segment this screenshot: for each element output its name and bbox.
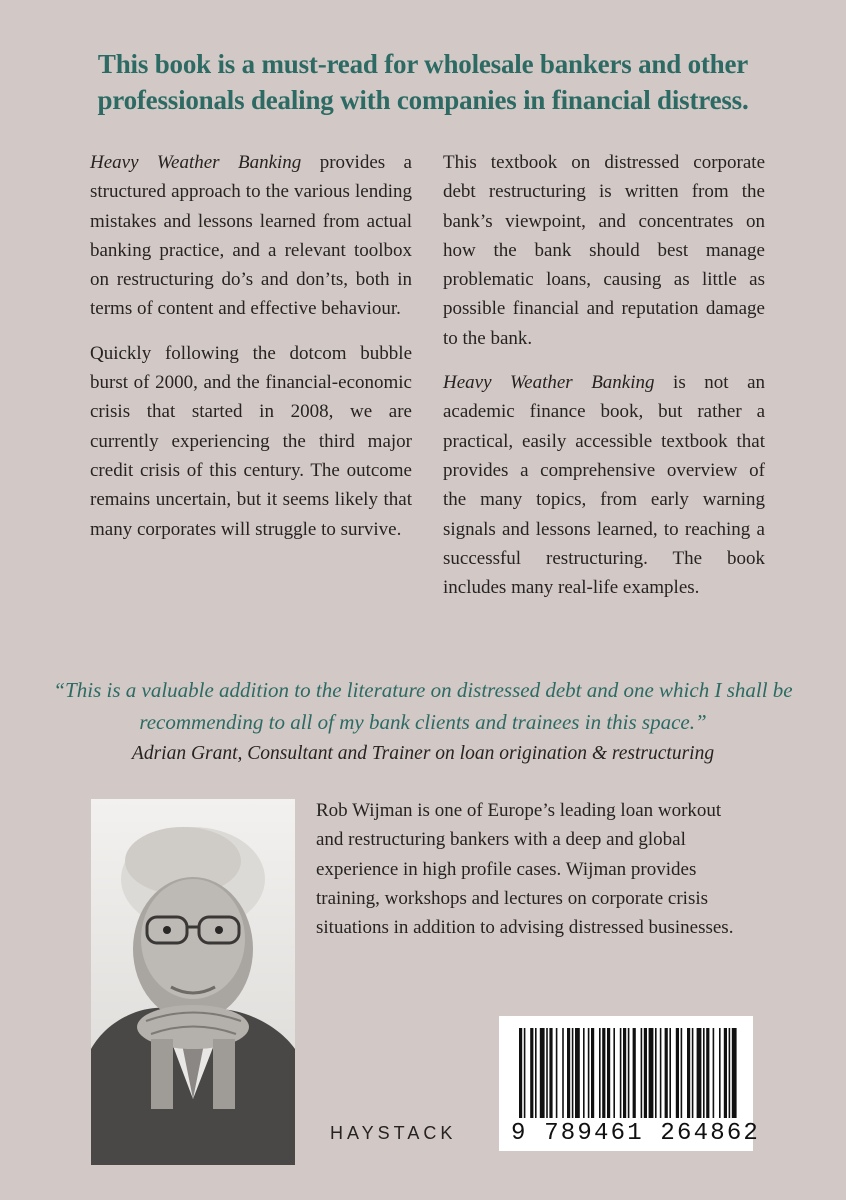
barcode-bar	[697, 1028, 702, 1118]
barcode-bar	[706, 1028, 709, 1118]
barcode-bar	[530, 1028, 533, 1118]
left-paragraph-1	[90, 148, 412, 324]
barcode-bar	[602, 1028, 605, 1118]
right-paragraph-2-text: is not an academic finance book, but rather a practical, easily accessible textbook that provides a comprehensive overview of the many topics, from early warning signals and lessons learned, to reaching a successful restructuring. The book includes many real-life examples.	[443, 372, 766, 599]
barcode-bar	[546, 1028, 548, 1118]
right-paragraph-1: This textbook on distressed corporate debt restructuring is written from the bank’s viewpoint, and concentrates on how the bank should best manage problematic loans, causing as little as possible financial and reputation damage to the bank.	[443, 152, 765, 349]
barcode-bar	[724, 1028, 727, 1118]
barcode-bar	[660, 1028, 662, 1118]
barcode-bar	[572, 1028, 574, 1118]
barcode-bar	[676, 1028, 679, 1118]
barcode-bar	[687, 1028, 690, 1118]
author-portrait-icon	[91, 799, 295, 1165]
isbn-digits: 9 789461 264862	[511, 1120, 761, 1147]
endorsement-quote: “This is a valuable addition to the literature on distressed debt and one which I shall be recommending to all of my bank clients and trainees in this space.”	[53, 678, 793, 734]
barcode-bar	[588, 1028, 590, 1118]
isbn-barcode	[499, 1016, 761, 1151]
barcode-bar	[567, 1028, 570, 1118]
endorsement-attribution: Adrian Grant, Consultant and Trainer on loan origination & restructuring	[131, 743, 715, 764]
barcode-bar	[613, 1028, 615, 1118]
barcode-bar	[633, 1028, 636, 1118]
barcode-bar	[628, 1028, 630, 1118]
barcode-bar	[535, 1028, 537, 1118]
barcode-bar	[655, 1028, 657, 1118]
barcode-bar	[519, 1028, 522, 1118]
author-bio: Rob Wijman is one of Europe’s leading loan workout and restructuring bankers with a deep and global experience in high profile cases. Wijman provides training, workshops and lectures on corporate crisis situations in addition to advising distressed businesses.	[316, 800, 734, 939]
barcode-bar	[703, 1028, 705, 1118]
barcode-bar	[732, 1028, 737, 1118]
right-paragraph-2	[443, 368, 765, 602]
barcode-bar	[599, 1028, 601, 1118]
barcode-bar	[719, 1028, 721, 1118]
right-column	[443, 148, 765, 617]
author-photo	[91, 799, 295, 1165]
left-paragraph-1-text: provides a structured approach to the various lending mistakes and lessons learned from actual banking practice, and a relevant toolbox on restructuring do’s and don’ts, both in terms of content and effective behaviour.	[90, 152, 412, 320]
barcode-bar	[665, 1028, 668, 1118]
left-paragraph-2: Quickly following the dotcom bubble burst of 2000, and the financial-economic crisis that started in 2008, we are currently experiencing the third major credit crisis of this century. The outcome remains uncertain, but it seems likely that many corporates will struggle to survive.	[90, 342, 412, 540]
barcode-bar	[729, 1028, 731, 1118]
barcode-bar	[549, 1028, 552, 1118]
left-column	[90, 148, 412, 559]
barcode-bar	[641, 1028, 643, 1118]
barcode-bar	[607, 1028, 610, 1118]
barcode-bar	[669, 1028, 671, 1118]
barcode-bar	[591, 1028, 594, 1118]
barcode-bar	[583, 1028, 585, 1118]
barcode-bar	[713, 1028, 715, 1118]
barcode-bar	[524, 1028, 526, 1118]
barcode-bar	[620, 1028, 622, 1118]
barcode-bar	[644, 1028, 647, 1118]
barcode-bar	[681, 1028, 683, 1118]
barcode-bars	[511, 1028, 743, 1118]
barcode-bar	[692, 1028, 694, 1118]
book-title: Heavy Weather Banking	[443, 372, 655, 394]
barcode-bar	[649, 1028, 654, 1118]
barcode-bar	[540, 1028, 545, 1118]
barcode-bar	[575, 1028, 580, 1118]
book-title: Heavy Weather Banking	[90, 152, 302, 173]
headline: This book is a must-read for wholesale bankers and other professionals dealing with companies in financial distress.	[97, 49, 749, 115]
barcode-bar	[562, 1028, 564, 1118]
publisher-logo: HAYSTACK	[330, 1123, 457, 1143]
barcode-bar	[556, 1028, 558, 1118]
barcode-bar	[623, 1028, 626, 1118]
